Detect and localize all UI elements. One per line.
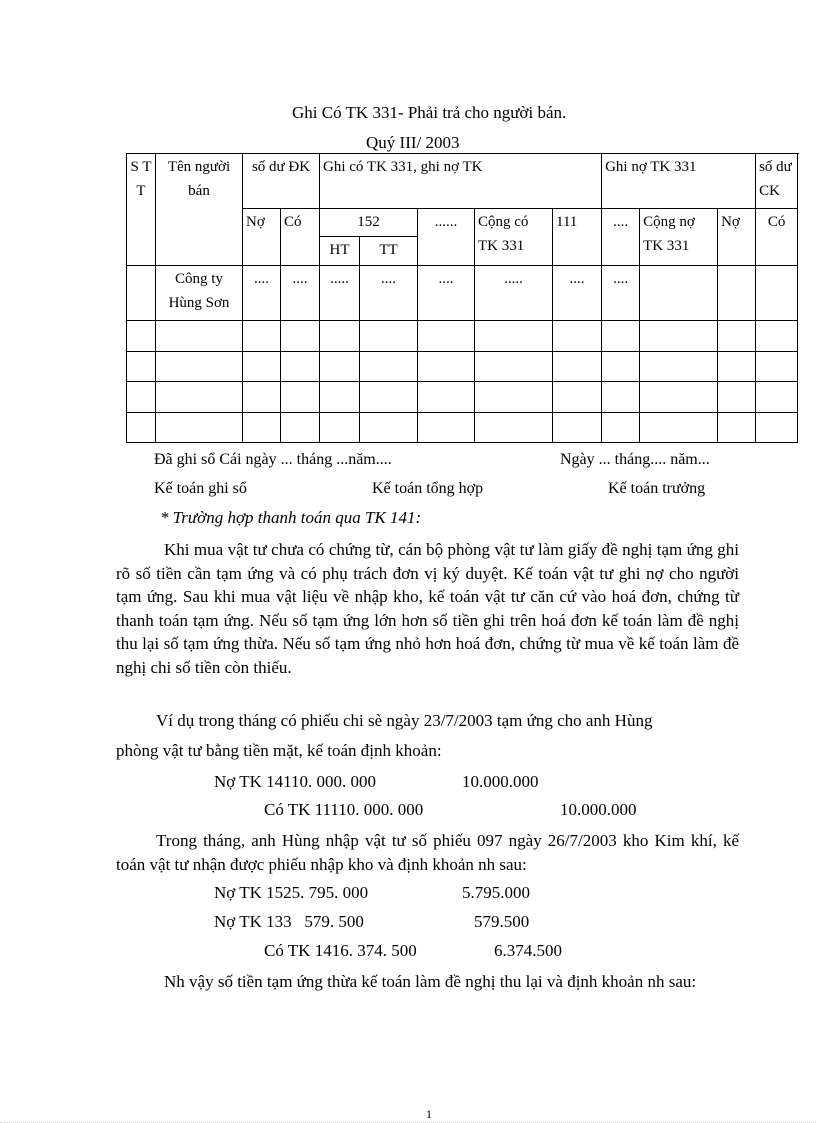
seller-name-cell: Công ty Hùng Sơn [156, 265, 243, 321]
entry-debit-133-amount: 579.500 [474, 912, 530, 931]
header-account-152: 152 [320, 208, 418, 236]
header-total-credit: Cộng có TK 331 [475, 208, 553, 265]
header-tt: TT [360, 237, 418, 265]
entry-debit-141-label: Nợ TK 14110. 000. 000 [214, 772, 376, 791]
table-row [127, 412, 798, 442]
table-cell: .... [418, 265, 475, 321]
header-debit-group: Ghi nợ TK 331 [602, 154, 756, 209]
posted-date-line: Đã ghi sổ Cái ngày ... tháng ...năm.... [154, 451, 392, 468]
section-title: * Trường hợp thanh toán qua TK 141: [160, 508, 422, 527]
ledger-table [126, 153, 798, 443]
table-cell: .... [281, 265, 320, 321]
document-title: Ghi Có TK 331- Phải trả cho người bán. [292, 103, 567, 122]
header-credit-group: Ghi có TK 331, ghi nợ TK [320, 154, 602, 209]
signer-accountant: Kế toán ghi sổ [154, 480, 247, 497]
table-cell: .... [360, 265, 418, 321]
table-row [127, 265, 798, 321]
paragraph-refund: Nh vậy số tiền tạm ứng thừa kế toán làm đề nghị thu lại và định khoản nh sau: [164, 972, 697, 991]
table-row [127, 382, 798, 412]
entry-credit-141-amount: 6.374.500 [494, 941, 562, 960]
example-line-2: phòng vật tư bằng tiền mặt, kế toán định khoản: [116, 741, 442, 760]
header-no-closing: Nợ [718, 208, 756, 265]
table-cell: ..... [475, 265, 553, 321]
paragraph-advance-procedure: Khi mua vật tư chưa có chứng từ, cán bộ phòng vật tư làm giấy đề nghị tạm ứng ghi rõ số tiền cần tạm ứng và có phụ trách đơn vị ký duyệt. Kế toán vật tư ghi nợ cho người tạm ứng. Sau khi mua vật liệu về nhập kho, kế toán vật tư căn cứ vào hoá đơn, chứng từ thanh toán tạm ứng. Nếu số tạm ứng lớn hơn số tiền ghi trên hoá đơn kế toán làm đề nghị thu lại số tạm ứng thừa. Nếu số tạm ứng nhỏ hơn hoá đơn, chứng từ mua về kế toán làm đề nghị chi số tiền còn thiếu. [116, 540, 739, 677]
example-line-1: Ví dụ trong tháng có phiếu chi sè ngày 23/7/2003 tạm ứng cho anh Hùng [156, 711, 653, 730]
table-cell: .... [602, 265, 640, 321]
header-co-closing: Có [756, 208, 798, 265]
table-cell: ..... [320, 265, 360, 321]
period-label: Quý III/ 2003 [366, 133, 460, 152]
entry-debit-133-label: Nợ TK 133 579. 500 [214, 912, 364, 931]
sign-date-line: Ngày ... tháng.... năm... [560, 451, 710, 468]
signer-general-accountant: Kế toán tổng hợp [372, 480, 484, 497]
header-seller-name: Tên người bán [156, 154, 243, 266]
entry-credit-111-label: Có TK 11110. 000. 000 [264, 800, 424, 819]
header-opening-balance: số dư ĐK [243, 154, 320, 209]
header-ht: HT [320, 237, 360, 265]
header-closing-balance: số dư CK [756, 154, 798, 209]
header-no-opening: Nợ [243, 208, 281, 265]
header-account-111: 111 [553, 208, 602, 265]
entry-debit-141-amount: 10.000.000 [462, 772, 539, 791]
header-total-debit: Cộng nợ TK 331 [640, 208, 718, 265]
entry-credit-141-label: Có TK 1416. 374. 500 [264, 941, 417, 960]
table-row [127, 321, 798, 351]
header-other-debit: .... [602, 208, 640, 265]
paragraph-receipt: Trong tháng, anh Hùng nhập vật tư số phiếu 097 ngày 26/7/2003 kho Kim khí, kế toán vật tư nhận được phiếu nhập kho và định khoản nh sau: [116, 831, 739, 874]
entry-debit-152-amount: 5.795.000 [462, 883, 530, 902]
page-number: 1 [426, 1107, 432, 1121]
header-co-opening: Có [281, 208, 320, 265]
entry-credit-111-amount: 10.000.000 [560, 800, 637, 819]
table-cell: .... [553, 265, 602, 321]
table-cell: .... [243, 265, 281, 321]
header-other-accounts: ...... [418, 208, 475, 265]
entry-debit-152-label: Nợ TK 1525. 795. 000 [214, 883, 369, 902]
table-row [127, 351, 798, 381]
signer-chief-accountant: Kế toán trưởng [608, 480, 706, 497]
header-stt: S T T [127, 154, 156, 266]
